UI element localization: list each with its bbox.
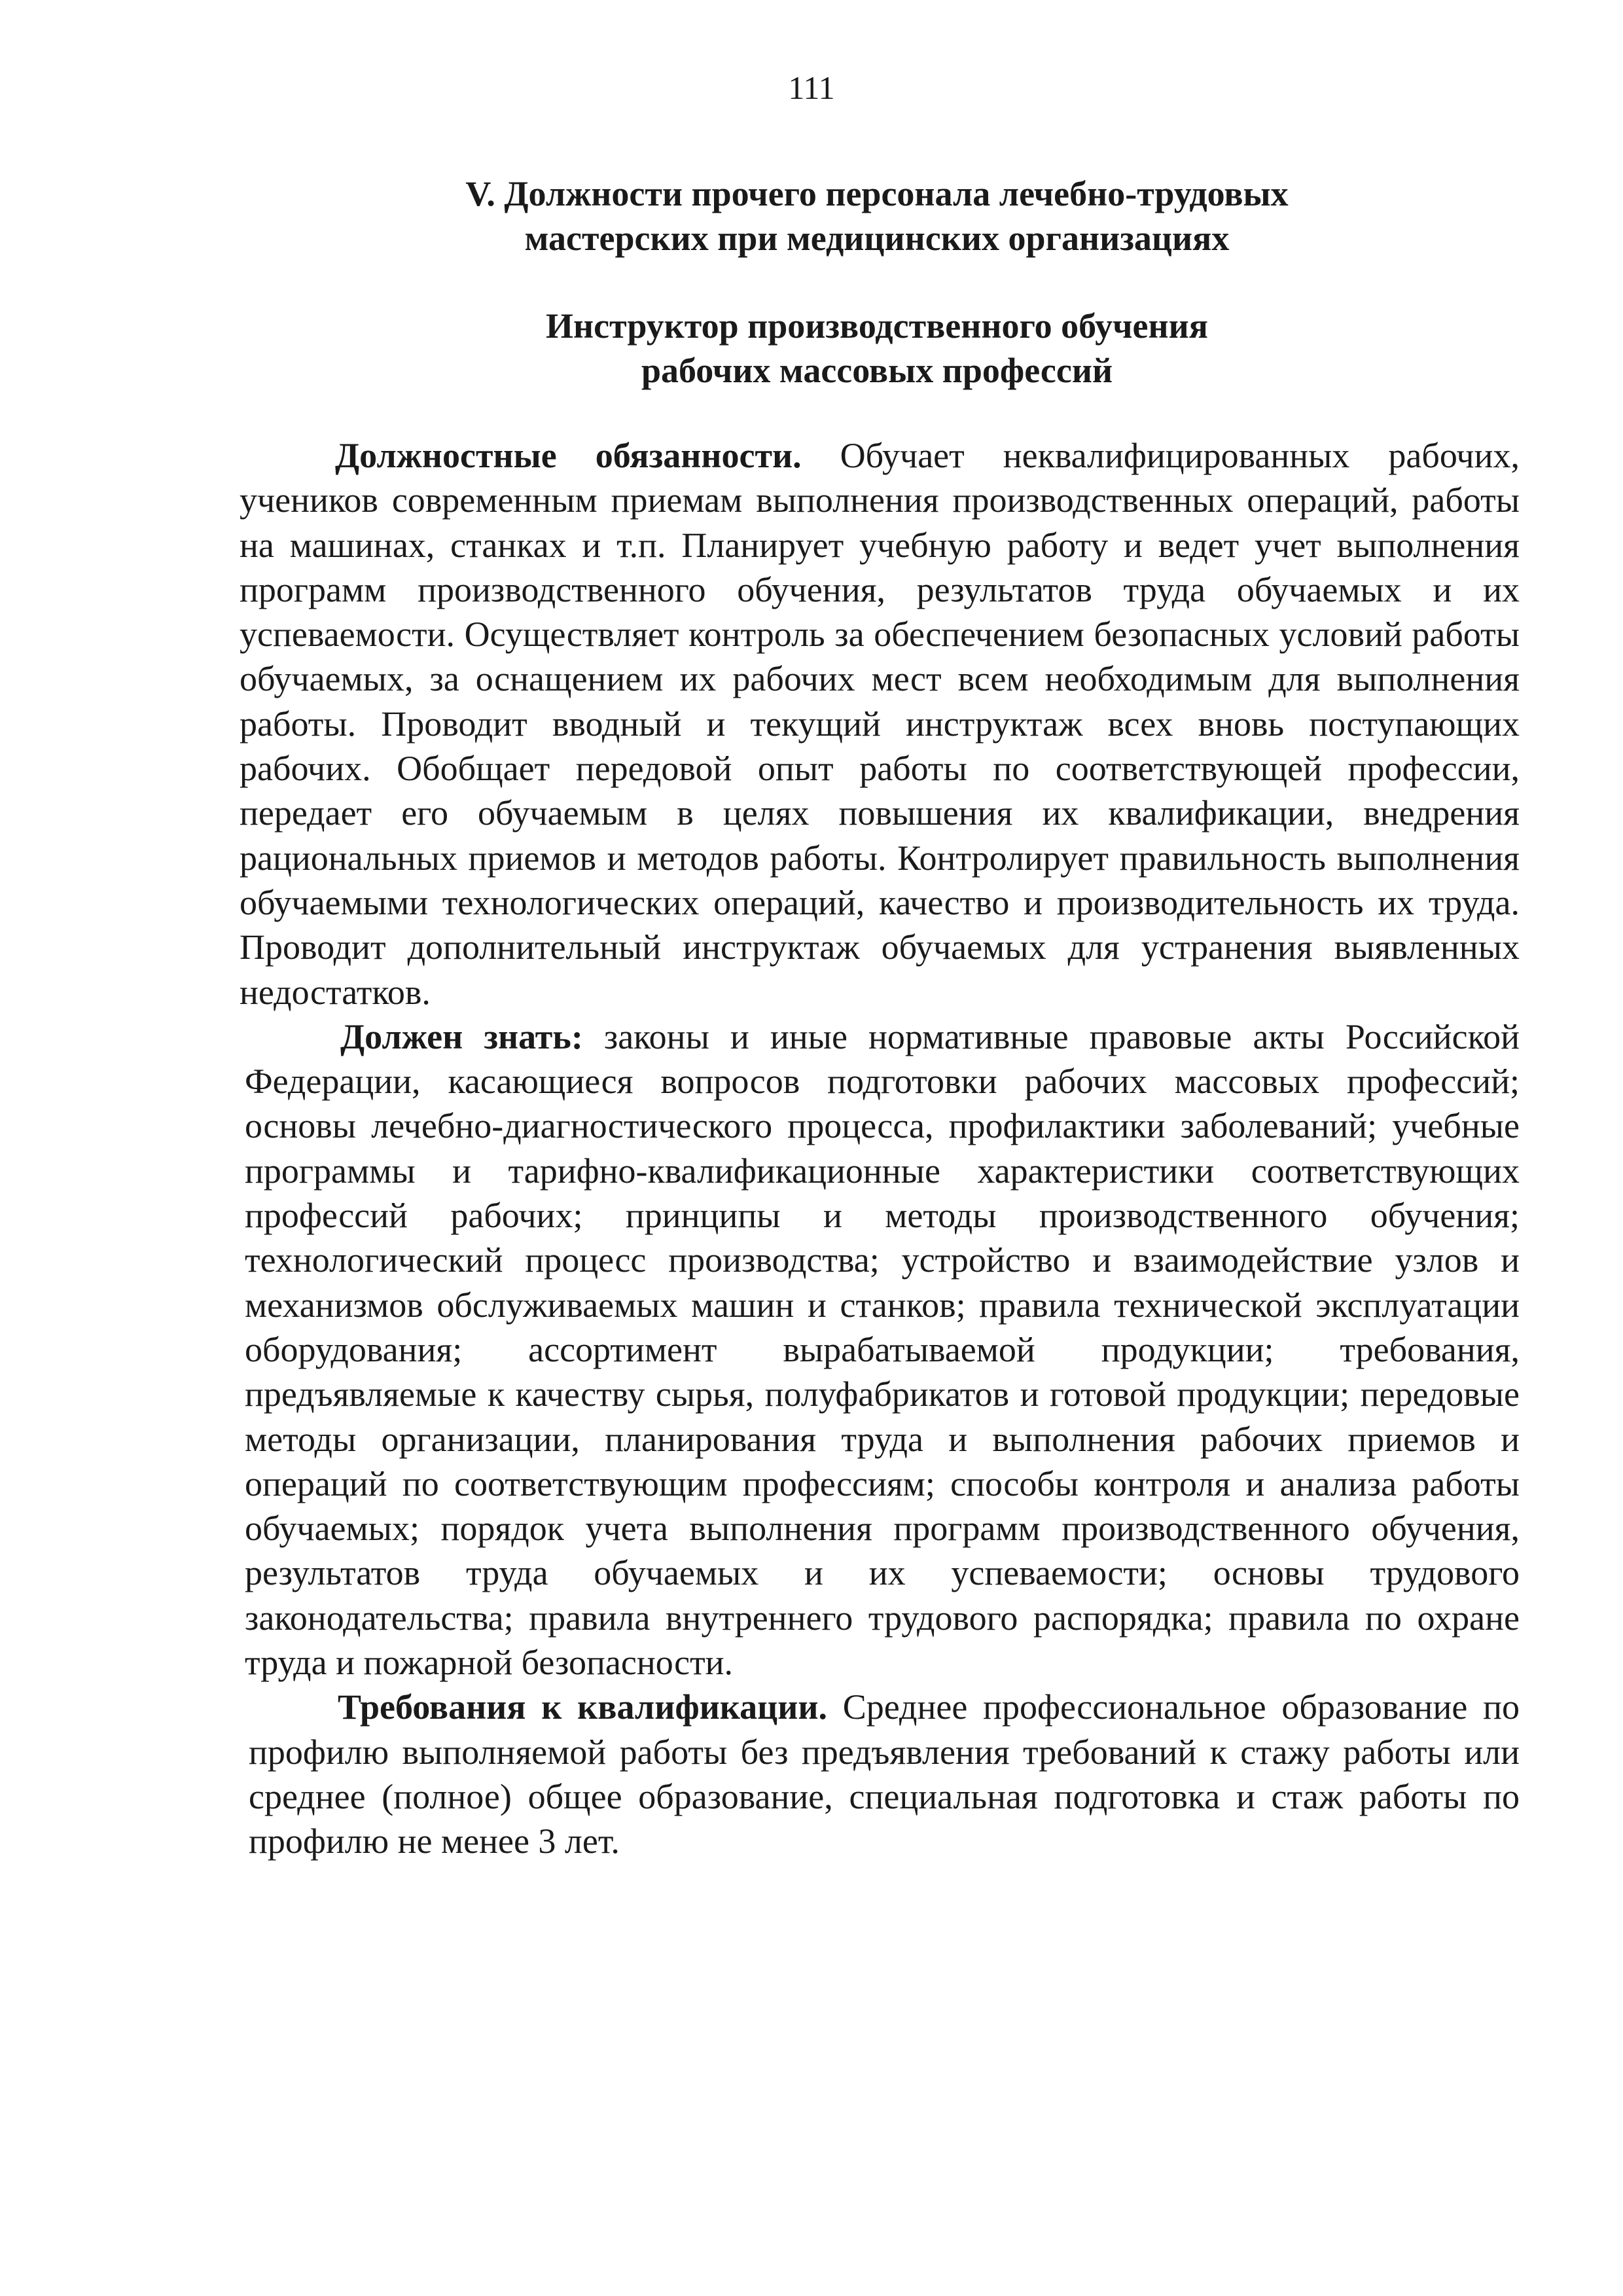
must-know-text: законы и иные нормативные правовые акты Российской Федерации, касающиеся вопросов подготовки рабочих массовых профессий; основы лечебно-диагностического процесса, профилактики заболеваний; учебные программы и тарифно-квалификационные характеристики соответствующих профессий рабочих; принципы и методы производственного обучения; технологический процесс производства; устройство и взаимодействие узлов и механизмов обслуживаемых машин и станков; правила технической эксплуатации оборудования; ассортимент вырабатываемой продукции; требования, предъявляемые к качеству сырья, полуфабрикатов и готовой продукции; передовые методы организации, планирования труда и выполнения рабочих приемов и операций по соответствующим профессиям; способы контроля и анализа работы обучаемых; порядок учета выполнения программ производственного обучения, результатов труда обучаемых и их успеваемости; основы трудового законодательства; правила внутреннего трудового распорядка; правила по охране труда и пожарной безопасности. bbox=[245, 1016, 1520, 1683]
position-title-line: рабочих массовых профессий bbox=[641, 351, 1113, 390]
section-heading-line: V. Должности прочего персонала лечебно-трудовых bbox=[465, 174, 1289, 213]
document-body bbox=[240, 433, 1520, 1864]
section-heading-line: мастерских при медицинских организациях bbox=[524, 219, 1230, 258]
position-title bbox=[366, 304, 1387, 393]
position-title-line: Инструктор производственного обучения bbox=[546, 306, 1208, 346]
duties-text: Обучает неквалифицированных рабочих, учеников современным приемам выполнения производственных операций, работы на машинах, станках и т.п. Планирует учебную работу и ведет учет выполнения программ производственного обучения, результатов труда обучаемых и их успеваемости. Осуществляет контроль за обеспечением безопасных условий работы обучаемых, за оснащением их рабочих мест всем необходимым для выполнения работы. Проводит вводный и текущий инструктаж всех вновь поступающих рабочих. Обобщает передовой опыт работы по соответствующей профессии, передает его обучаемым в целях повышения их квалификации, внедрения рациональных приемов и методов работы. Контролирует правильность выполнения обучаемыми технологических операций, качество и производительность их труда. Проводит дополнительный инструктаж обучаемых для устранения выявленных недостатков. bbox=[240, 436, 1520, 1012]
duties-paragraph bbox=[240, 433, 1520, 1014]
section-heading bbox=[366, 171, 1387, 260]
page-number: 111 bbox=[788, 69, 835, 106]
requirements-text: Среднее профессиональное образование по профилю выполняемой работы без предъявления требований к стажу работы или среднее (полное) общее образование, специальная подготовка и стаж работы по профилю не менее 3 лет. bbox=[249, 1687, 1520, 1861]
must-know-label: Должен знать: bbox=[340, 1016, 583, 1056]
must-know-paragraph bbox=[240, 1014, 1520, 1685]
requirements-paragraph bbox=[240, 1685, 1520, 1863]
duties-label: Должностные обязанности. bbox=[335, 436, 802, 475]
requirements-label: Требования к квалификации. bbox=[338, 1687, 827, 1727]
